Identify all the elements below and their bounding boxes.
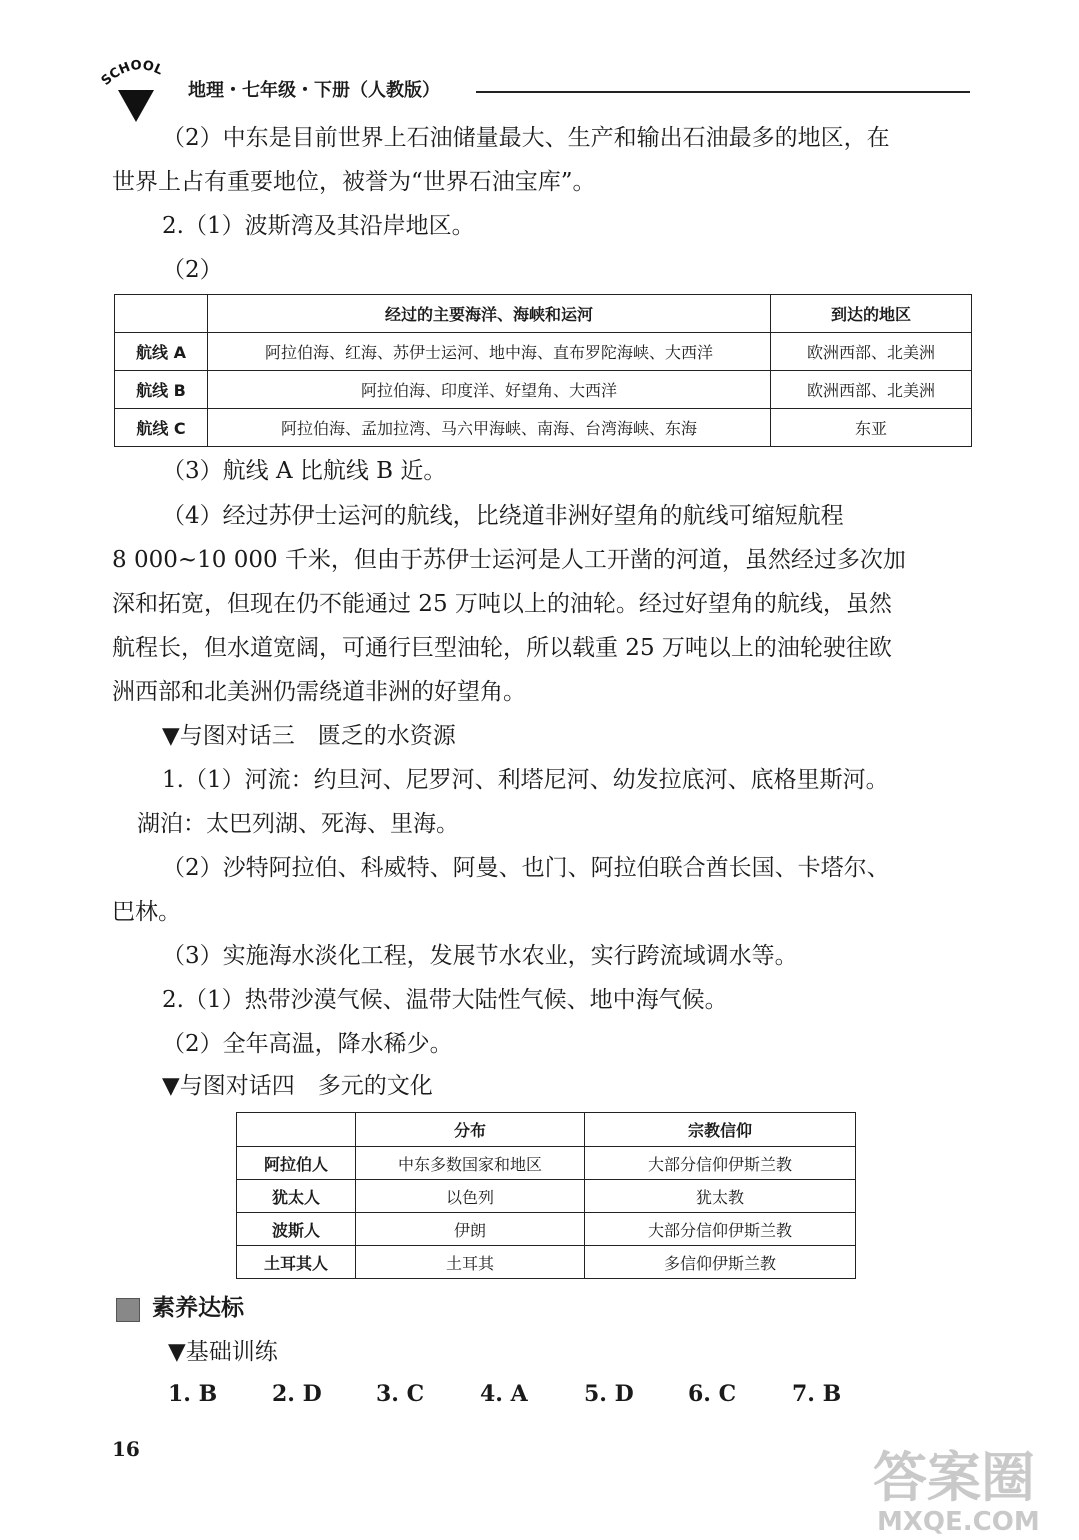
table-cell: 犹太教: [585, 1180, 856, 1213]
watermark-logo: [863, 1426, 1063, 1536]
table-row: [237, 1246, 856, 1279]
paragraph-line: （4）经过苏伊士运河的航线，比绕道非洲好望角的航线可缩短航程: [162, 503, 844, 529]
header-rule: [476, 91, 970, 93]
paragraph-line: 洲西部和北美洲仍需绕道非洲的好望角。: [112, 679, 526, 705]
routes-table: [114, 294, 972, 447]
table-cell: 航线 A: [115, 333, 208, 371]
table-cell: 大部分信仰伊斯兰教: [585, 1213, 856, 1246]
section-heading: ▼与图对话三 匮乏的水资源: [162, 723, 456, 749]
answer-item: 4. A: [480, 1381, 528, 1407]
school-logo: [96, 56, 176, 126]
answer-item: 5. D: [584, 1381, 634, 1407]
table-row: [237, 1147, 856, 1180]
answer-item: 1. B: [168, 1381, 218, 1407]
answer-item: 3. C: [376, 1381, 425, 1407]
header-title: 地理・七年级・下册（人教版）: [188, 80, 440, 101]
section-square-icon: [116, 1298, 140, 1322]
paragraph-line: 巴林。: [112, 899, 181, 925]
paragraph-line: （2）全年高温，降水稀少。: [162, 1031, 453, 1057]
answer-item: 2. D: [272, 1381, 322, 1407]
table-cell: 东亚: [771, 409, 972, 447]
paragraph-line: 世界上占有重要地位，被誉为“世界石油宝库”。: [112, 169, 596, 195]
paragraph-line: 深和拓宽，但现在仍不能通过 25 万吨以上的油轮。经过好望角的航线，虽然: [112, 591, 892, 617]
svg-text:答案圈: 答案圈: [873, 1446, 1035, 1509]
page-number: 16: [112, 1437, 140, 1461]
paragraph-line: （2）沙特阿拉伯、科威特、阿曼、也门、阿拉伯联合酋长国、卡塔尔、: [162, 855, 890, 881]
table-row: [237, 1213, 856, 1246]
answer-item: 7. B: [792, 1381, 842, 1407]
table-row: [115, 333, 972, 371]
table-header-cell: 宗教信仰: [585, 1113, 856, 1147]
paragraph-line: 1.（1）河流：约旦河、尼罗河、利塔尼河、幼发拉底河、底格里斯河。: [162, 767, 889, 793]
table-cell: 伊朗: [356, 1213, 585, 1246]
culture-table: [236, 1112, 856, 1279]
paragraph-line: 湖泊：太巴列湖、死海、里海。: [137, 811, 459, 837]
paragraph-line: （2）: [162, 257, 223, 283]
table-cell: 以色列: [356, 1180, 585, 1213]
table-cell: 欧洲西部、北美洲: [771, 333, 972, 371]
paragraph-line: 航程长，但水道宽阔，可通行巨型油轮，所以载重 25 万吨以上的油轮驶往欧: [112, 635, 892, 661]
paragraph-line: （3）航线 A 比航线 B 近。: [162, 458, 447, 484]
table-header-cell: [237, 1113, 356, 1147]
section-heading: 素养达标: [152, 1295, 244, 1321]
table-cell: 阿拉伯海、红海、苏伊士运河、地中海、直布罗陀海峡、大西洋: [208, 333, 771, 371]
table-cell: 欧洲西部、北美洲: [771, 371, 972, 409]
svg-text:MXQE.COM: MXQE.COM: [877, 1507, 1040, 1536]
table-header-cell: [115, 295, 208, 333]
section-heading: ▼与图对话四 多元的文化: [162, 1073, 433, 1099]
table-row: [115, 409, 972, 447]
paragraph-line: （3）实施海水淡化工程，发展节水农业，实行跨流域调水等。: [162, 943, 798, 969]
table-row: [237, 1180, 856, 1213]
table-cell: 土耳其人: [237, 1246, 356, 1279]
table-header-cell: 经过的主要海洋、海峡和运河: [208, 295, 771, 333]
paragraph-line: 2.（1）热带沙漠气候、温带大陆性气候、地中海气候。: [162, 987, 728, 1013]
svg-text:SCHOOL: SCHOOL: [98, 58, 165, 89]
table-cell: 中东多数国家和地区: [356, 1147, 585, 1180]
table-cell: 航线 C: [115, 409, 208, 447]
paragraph-line: 2.（1）波斯湾及其沿岸地区。: [162, 213, 475, 239]
table-header-cell: 到达的地区: [771, 295, 972, 333]
table-cell: 阿拉伯海、印度洋、好望角、大西洋: [208, 371, 771, 409]
table-cell: 犹太人: [237, 1180, 356, 1213]
table-cell: 阿拉伯人: [237, 1147, 356, 1180]
table-cell: 航线 B: [115, 371, 208, 409]
answer-item: 6. C: [688, 1381, 737, 1407]
table-header-cell: 分布: [356, 1113, 585, 1147]
section-subheading: ▼基础训练: [168, 1339, 278, 1365]
table-cell: 大部分信仰伊斯兰教: [585, 1147, 856, 1180]
answer-list: [168, 1381, 896, 1407]
paragraph-line: 8 000~10 000 千米，但由于苏伊士运河是人工开凿的河道，虽然经过多次加: [112, 547, 906, 573]
table-cell: 土耳其: [356, 1246, 585, 1279]
table-cell: 多信仰伊斯兰教: [585, 1246, 856, 1279]
table-cell: 阿拉伯海、孟加拉湾、马六甲海峡、南海、台湾海峡、东海: [208, 409, 771, 447]
table-row: [115, 371, 972, 409]
table-cell: 波斯人: [237, 1213, 356, 1246]
paragraph-line: （2）中东是目前世界上石油储量最大、生产和输出石油最多的地区，在: [162, 125, 890, 151]
